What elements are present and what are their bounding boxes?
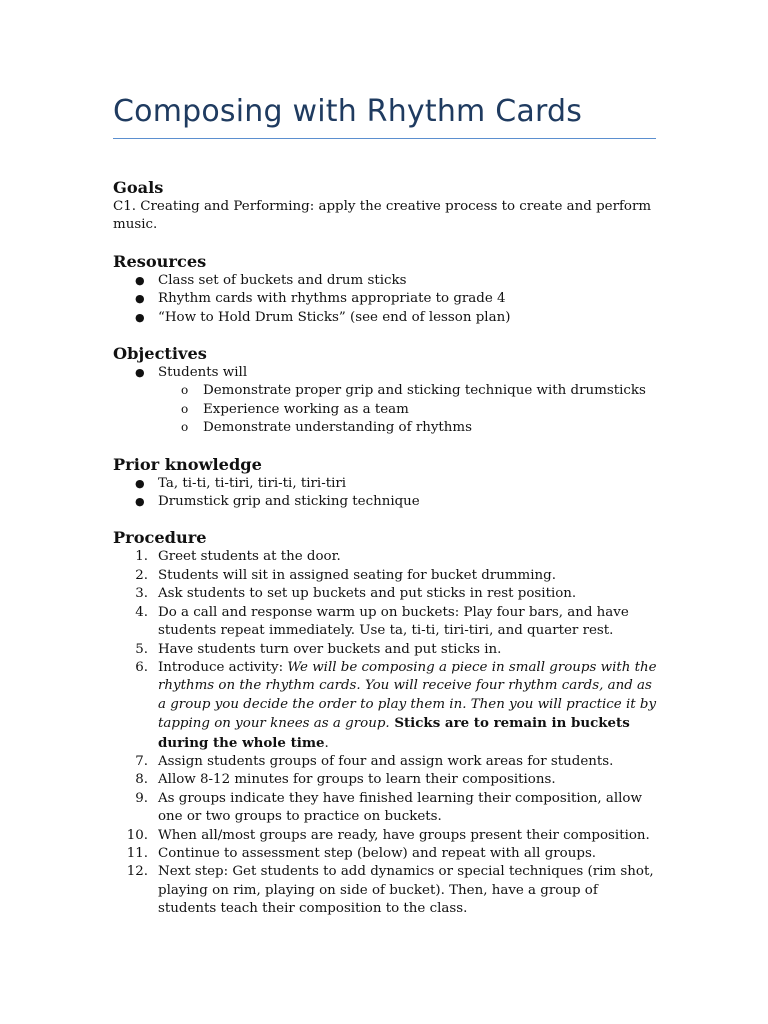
- step-number: 3.: [135, 586, 148, 602]
- list-item: ● Class set of buckets and drum sticks: [113, 272, 658, 290]
- step-text: Assign students groups of four and assign work areas for students.: [158, 753, 614, 769]
- lesson-content: [113, 178, 658, 936]
- step-number: 2.: [135, 567, 148, 583]
- step-text: Ask students to set up buckets and put sticks in rest position.: [158, 586, 577, 602]
- step-italic: We will be composing a piece in small groups with the rhythms on the rhythm cards. You will receive four rhythm cards, and as a group you decide the order to play them in. Then you will practice it by tapping on your knees as a group.: [158, 659, 657, 732]
- procedure-heading: Procedure: [113, 528, 207, 548]
- step-text: Greet students at the door.: [158, 549, 341, 565]
- list-item: [113, 585, 658, 603]
- list-item: [113, 771, 658, 789]
- goals-text: C1. Creating and Performing: apply the creative process to create and perform music.: [113, 199, 652, 233]
- step-text: Have students turn over buckets and put sticks in.: [158, 641, 502, 657]
- step-text: Allow 8-12 minutes for groups to learn their compositions.: [158, 772, 556, 788]
- step-text: Next step: Get students to add dynamics or special techniques (rim shot, playing on rim, playing on side of bucket). Then, have a group of students teach their composition to the class.: [158, 864, 654, 917]
- list-item: [113, 567, 658, 585]
- step-number: 12.: [126, 864, 148, 880]
- list-item: ● Ta, ti-ti, ti-tiri, tiri-ti, tiri-tiri: [113, 475, 658, 493]
- step-number: 4.: [135, 604, 148, 620]
- list-item: ● Rhythm cards with rhythms appropriate to grade 4: [113, 290, 658, 308]
- step-text: When all/most groups are ready, have groups present their composition.: [158, 827, 650, 843]
- list-item: [113, 790, 658, 827]
- resources-section: [113, 252, 658, 327]
- objectives-sublist: [113, 382, 658, 437]
- list-item: [113, 604, 658, 641]
- step-number: 7.: [135, 753, 148, 769]
- list-item: o Experience working as a team: [113, 401, 658, 419]
- goals-section: [113, 178, 658, 235]
- step-number: 8.: [135, 772, 148, 788]
- list-item: [113, 845, 658, 863]
- procedure-list: [113, 548, 658, 918]
- goals-heading: Goals: [113, 178, 164, 197]
- list-item: o Demonstrate proper grip and sticking technique with drumsticks: [113, 382, 658, 400]
- objectives-heading: Objectives: [113, 344, 207, 364]
- list-item: [113, 548, 658, 566]
- resources-list: [113, 272, 658, 327]
- prior-knowledge-section: [113, 455, 658, 512]
- list-item: [113, 827, 658, 845]
- prior-knowledge-list: [113, 475, 658, 512]
- list-item: [113, 641, 658, 659]
- step-number: 9.: [135, 790, 148, 806]
- list-item: ● “How to Hold Drum Sticks” (see end of lesson plan): [113, 309, 658, 327]
- procedure-section: [113, 528, 658, 918]
- prior-knowledge-heading: Prior knowledge: [113, 454, 262, 474]
- step-number: 5.: [135, 641, 148, 657]
- step-number: 1.: [135, 549, 148, 565]
- step-lead: Introduce activity:: [158, 659, 288, 675]
- step-bold: Sticks are to remain in buckets during the whole time: [158, 715, 630, 751]
- step-number: 11.: [126, 845, 148, 861]
- list-item: o Demonstrate understanding of rhythms: [113, 419, 658, 437]
- step-text: Do a call and response warm up on buckets: Play four bars, and have students repeat immediately. Use ta, ti-ti, tiri-tiri, and quarter rest.: [158, 604, 629, 639]
- objectives-list: [113, 364, 658, 382]
- list-item: ● Drumstick grip and sticking technique: [113, 493, 658, 511]
- list-item: [113, 753, 658, 771]
- step-tail: .: [324, 735, 329, 751]
- step-text: As groups indicate they have finished learning their composition, allow one or two groups to practice on buckets.: [158, 790, 642, 825]
- step-text: Continue to assessment step (below) and repeat with all groups.: [158, 845, 597, 861]
- step-text: Students will sit in assigned seating for bucket drumming.: [158, 567, 556, 583]
- step-number: 10.: [126, 827, 148, 843]
- list-item: [113, 659, 658, 753]
- list-item: ● Students will: [113, 364, 658, 382]
- objectives-section: [113, 344, 658, 438]
- resources-heading: Resources: [113, 251, 207, 271]
- list-item: [113, 863, 658, 918]
- title-underline: [113, 138, 656, 139]
- page-title: Composing with Rhythm Cards: [113, 94, 583, 129]
- step-number: 6.: [135, 659, 148, 675]
